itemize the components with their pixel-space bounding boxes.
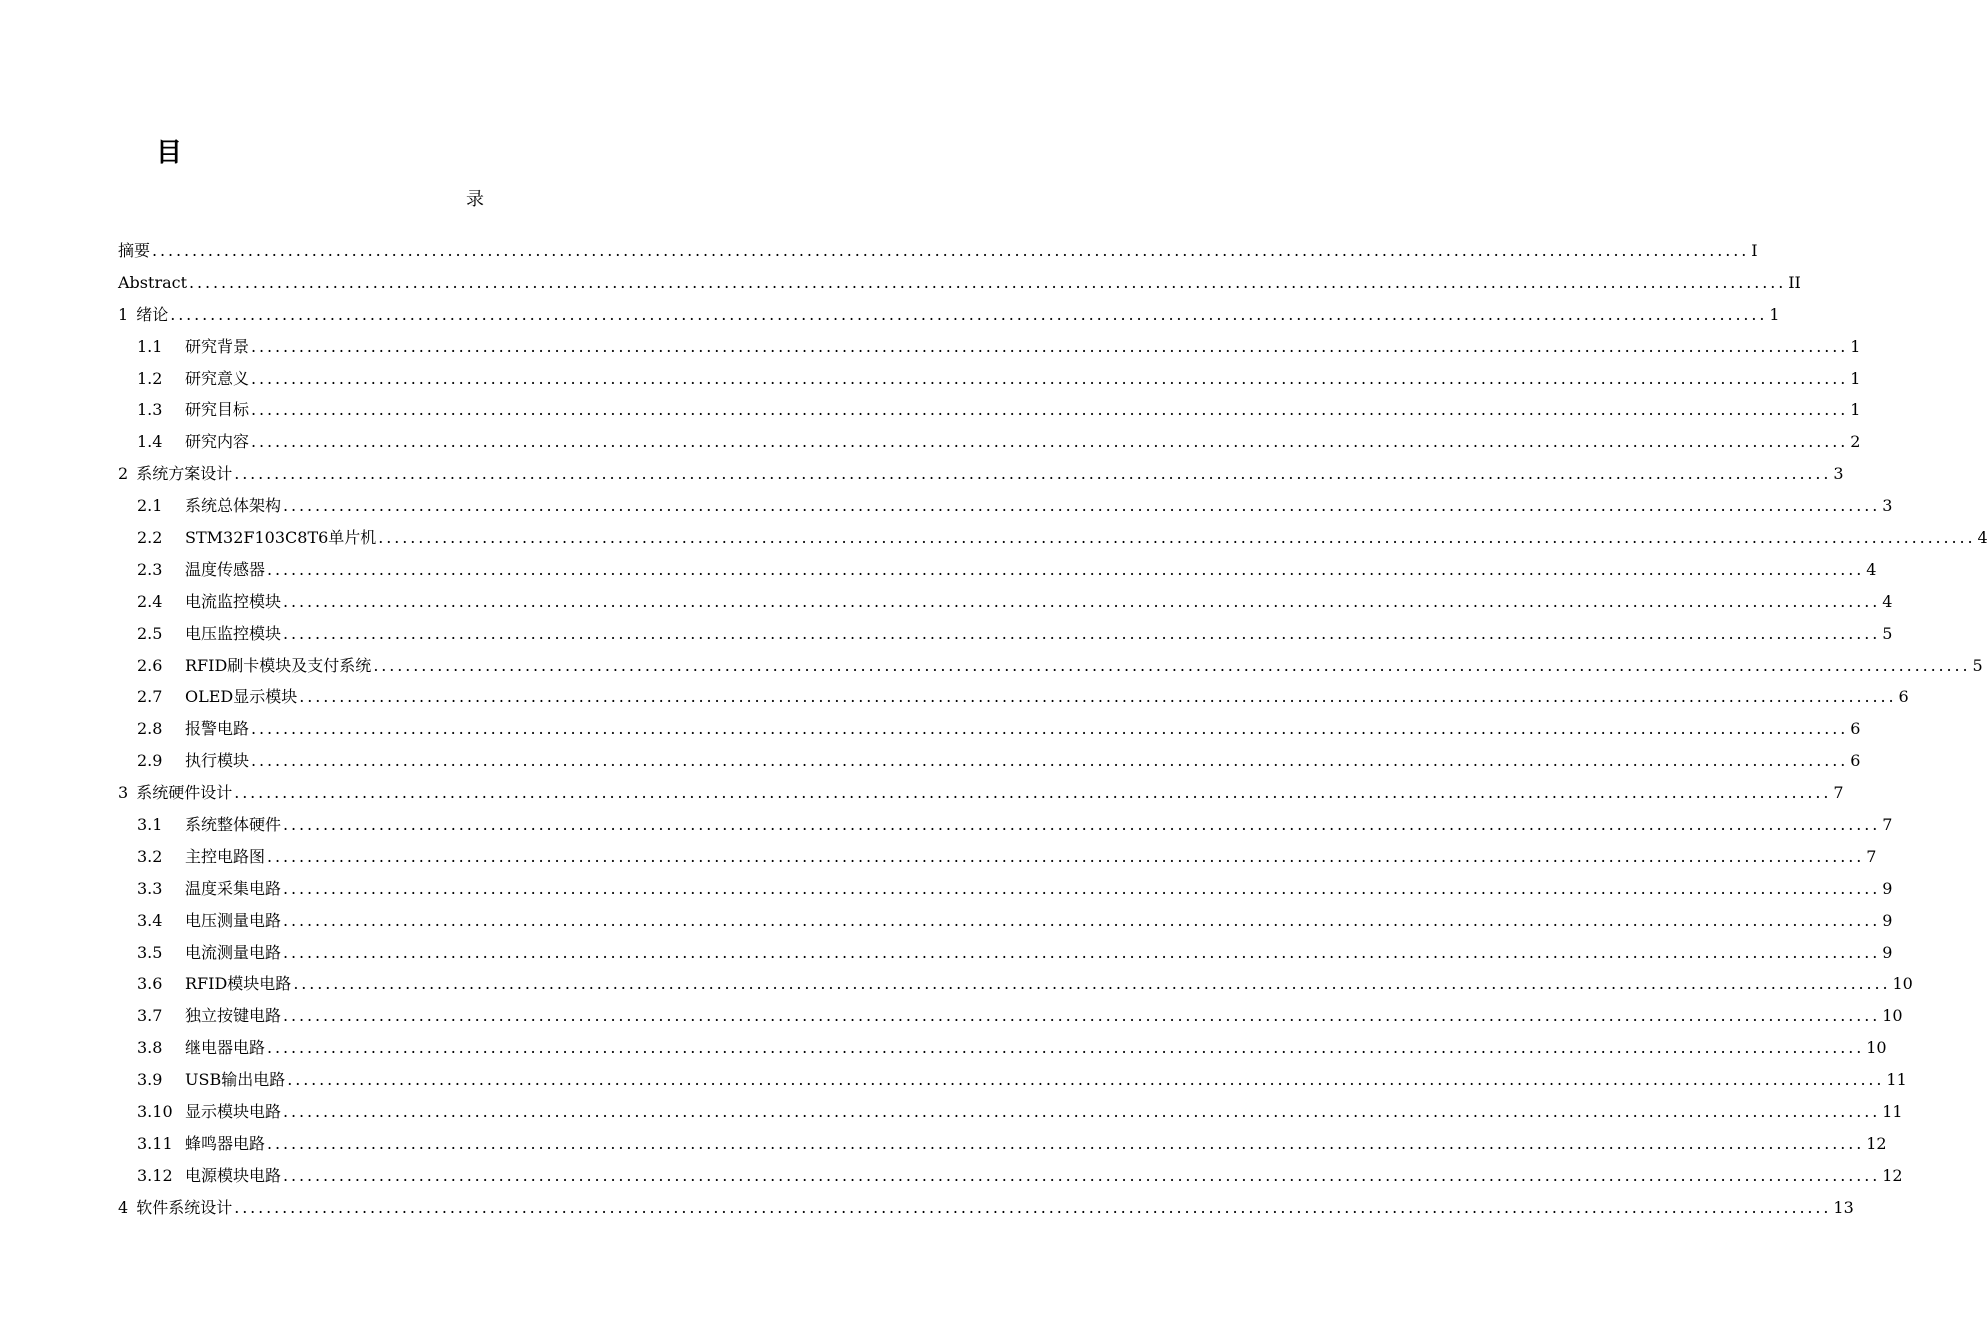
toc-entry-number: 1.2 [137,368,163,388]
toc-entry-label: 温度传感器 [185,559,266,579]
toc-entry-label: 蜂鸣器电路 [185,1133,266,1153]
toc-entry-number: 4 [118,1197,129,1217]
toc-entry-number: 3.7 [137,1006,163,1026]
toc-entry-label: 报警电路 [185,719,250,739]
toc-dot-leader: ........................................................................................................................................................................................................ [189,272,1787,292]
toc-dot-leader: ........................................................................................................................................................................................................ [378,528,1976,548]
toc-entry-number: 3.6 [137,974,163,994]
toc-entry-page-number: 13 [1833,1197,1854,1217]
toc-entry-number: 1.1 [137,336,163,356]
toc-entry-page-number: 11 [1886,1070,1907,1090]
toc-entry[interactable] [118,809,1893,841]
toc-entry-page-number: 11 [1882,1102,1903,1122]
toc-entry-number: 3.1 [137,815,163,835]
toc-entry[interactable] [118,1032,1887,1064]
toc-entry-number: 3.10 [137,1102,173,1122]
toc-entry-label: 研究意义 [185,368,250,388]
toc-entry-label: 继电器电路 [185,1038,266,1058]
toc-entry-page-number: 1 [1769,304,1780,324]
toc-entry-label: 系统总体架构 [185,496,282,516]
toc-entry[interactable] [118,490,1893,522]
toc-entry-number: 3.8 [137,1038,163,1058]
toc-entry-label: 温度采集电路 [185,878,282,898]
toc-entry-label: 摘要 [118,241,151,260]
toc-entry[interactable] [118,1192,1854,1224]
toc-entry[interactable] [118,1000,1903,1032]
toc-entry[interactable] [118,905,1893,937]
toc-entry-number: 3.12 [137,1165,173,1185]
toc-entry-page-number: 10 [1892,974,1913,994]
toc-entry-page-number: 5 [1882,623,1893,643]
toc-entry-number: 2.3 [137,559,163,579]
toc-dot-leader: ........................................................................................................................................................................................................ [267,1038,1865,1058]
toc-entry-number: 3.3 [137,878,163,898]
toc-entry-label: 系统整体硬件 [185,815,282,835]
toc-entry-label: 系统方案设计 [136,464,233,484]
toc-entry-number: 3.4 [137,910,163,930]
toc-entry-page-number: 3 [1882,496,1893,516]
toc-dot-leader: ........................................................................................................................................................................................................ [152,241,1750,260]
toc-dot-leader: ........................................................................................................................................................................................................ [234,464,1832,484]
toc-dot-leader: ........................................................................................................................................................................................................ [373,655,1971,675]
toc-dot-leader: ........................................................................................................................................................................................................ [283,496,1881,516]
toc-entry[interactable] [118,1064,1907,1096]
toc-dot-leader: ........................................................................................................................................................................................................ [251,432,1849,452]
toc-title-main: 目 [156,138,183,168]
toc-entry-number: 2.9 [137,751,163,771]
toc-entry-number: 1.3 [137,400,163,420]
toc-entry-page-number: 6 [1850,719,1861,739]
toc-entry-label: 研究背景 [185,336,250,356]
toc-entry-label: 电压监控模块 [185,623,282,643]
toc-dot-leader: ........................................................................................................................................................................................................ [283,1102,1881,1122]
toc-entry-page-number: 4 [1977,528,1988,548]
toc-dot-leader: ........................................................................................................................................................................................................ [283,1006,1881,1026]
toc-entry-page-number: 2 [1850,432,1861,452]
toc-entry-number: 1 [118,304,129,324]
toc-entry-page-number: 7 [1882,815,1893,835]
toc-entry-label: STM32F103C8T6单片机 [185,528,377,548]
toc-entry[interactable] [118,1160,1903,1192]
toc-dot-leader: ........................................................................................................................................................................................................ [283,878,1881,898]
toc-entry-number: 2.7 [137,687,163,707]
toc-entry-label: 研究目标 [185,400,250,420]
toc-entry[interactable] [118,841,1877,873]
toc-entry-number: 1.4 [137,432,163,452]
toc-entry[interactable] [118,745,1861,777]
toc-entry-number: 2.8 [137,719,163,739]
toc-entry[interactable] [118,363,1861,395]
toc-entry-label: RFID模块电路 [185,974,292,994]
toc-entry-page-number: 4 [1866,559,1877,579]
toc-entry-label: USB输出电路 [185,1070,286,1090]
toc-entry-page-number: 5 [1972,655,1983,675]
toc-entry-label: 软件系统设计 [136,1197,233,1217]
toc-dot-leader: ........................................................................................................................................................................................................ [170,304,1768,324]
toc-entry[interactable] [118,618,1893,650]
toc-entry-page-number: 7 [1833,783,1844,803]
toc-title-sub: 录 [466,189,484,210]
toc-entry[interactable] [118,331,1861,363]
toc-entry[interactable] [118,554,1877,586]
toc-dot-leader: ........................................................................................................................................................................................................ [283,815,1881,835]
toc-entry[interactable] [118,586,1893,618]
toc-entry-page-number: 9 [1882,910,1893,930]
toc-entry-label: 独立按键电路 [185,1006,282,1026]
toc-dot-leader: ........................................................................................................................................................................................................ [299,687,1897,707]
toc-dot-leader: ........................................................................................................................................................................................................ [251,719,1849,739]
toc-entry-page-number: 9 [1882,942,1893,962]
toc-entry-label: 电流监控模块 [185,591,282,611]
toc-entry-page-number: 10 [1882,1006,1903,1026]
toc-entry[interactable] [118,713,1861,745]
toc-entry[interactable] [118,681,1909,713]
toc-entry-label: Abstract [118,272,188,292]
toc-dot-leader: ........................................................................................................................................................................................................ [251,368,1849,388]
toc-dot-leader: ........................................................................................................................................................................................................ [251,336,1849,356]
toc-entry[interactable] [118,235,1758,267]
toc-entry-page-number: 12 [1866,1133,1887,1153]
toc-dot-leader: ........................................................................................................................................................................................................ [251,400,1849,420]
toc-entry-number: 3.9 [137,1070,163,1090]
toc-entry-number: 2.4 [137,591,163,611]
toc-entry-page-number: 1 [1850,368,1861,388]
toc-entry-number: 2 [118,464,129,484]
toc-entry-label: 绪论 [136,304,169,324]
toc-entry-page-number: 6 [1898,687,1909,707]
toc-entry-number: 2.1 [137,496,163,516]
toc-entry-page-number: I [1751,241,1758,260]
toc-entry[interactable] [118,873,1893,905]
toc-entry-number: 3 [118,783,129,803]
toc-entry-number: 3.2 [137,846,163,866]
toc-dot-leader: ........................................................................................................................................................................................................ [287,1070,1885,1090]
toc-entry-page-number: 3 [1833,464,1844,484]
table-of-contents [118,235,1988,1224]
toc-entry-label: 主控电路图 [185,846,266,866]
toc-entry-label: RFID刷卡模块及支付系统 [185,655,372,675]
toc-dot-leader: ........................................................................................................................................................................................................ [293,974,1891,994]
toc-entry[interactable] [118,1096,1903,1128]
toc-entry[interactable] [118,777,1844,809]
toc-entry-label: 电流测量电路 [185,942,282,962]
toc-entry-page-number: 7 [1866,846,1877,866]
toc-entry-page-number: 1 [1850,400,1861,420]
toc-entry-page-number: 6 [1850,751,1861,771]
toc-entry[interactable] [118,267,1801,299]
toc-entry[interactable] [118,1128,1887,1160]
toc-dot-leader: ........................................................................................................................................................................................................ [283,591,1881,611]
toc-entry-number: 3.5 [137,942,163,962]
toc-entry[interactable] [118,650,1983,682]
toc-entry-label: 电源模块电路 [185,1165,282,1185]
toc-entry[interactable] [118,299,1780,331]
toc-dot-leader: ........................................................................................................................................................................................................ [267,559,1865,579]
toc-dot-leader: ........................................................................................................................................................................................................ [267,1133,1865,1153]
toc-entry[interactable] [118,458,1844,490]
toc-dot-leader: ........................................................................................................................................................................................................ [251,751,1849,771]
toc-dot-leader: ........................................................................................................................................................................................................ [234,1197,1832,1217]
toc-dot-leader: ........................................................................................................................................................................................................ [283,1165,1881,1185]
toc-entry-page-number: 12 [1882,1165,1903,1185]
toc-entry-page-number: 10 [1866,1038,1887,1058]
toc-entry-number: 2.5 [137,623,163,643]
toc-entry-page-number: 1 [1850,336,1861,356]
toc-entry[interactable] [118,968,1913,1000]
toc-entry-number: 2.6 [137,655,163,675]
toc-entry-number: 3.11 [137,1133,173,1153]
toc-dot-leader: ........................................................................................................................................................................................................ [283,623,1881,643]
toc-entry-label: 研究内容 [185,432,250,452]
toc-entry-label: 电压测量电路 [185,910,282,930]
toc-entry-number: 2.2 [137,528,163,548]
toc-dot-leader: ........................................................................................................................................................................................................ [283,910,1881,930]
toc-entry-label: 系统硬件设计 [136,783,233,803]
toc-dot-leader: ........................................................................................................................................................................................................ [267,846,1865,866]
toc-entry-page-number: II [1788,272,1801,292]
toc-entry-label: OLED显示模块 [185,687,298,707]
toc-entry[interactable] [118,426,1861,458]
toc-entry-page-number: 9 [1882,878,1893,898]
toc-entry[interactable] [118,522,1988,554]
toc-entry[interactable] [118,394,1861,426]
toc-dot-leader: ........................................................................................................................................................................................................ [234,783,1832,803]
toc-entry[interactable] [118,937,1893,969]
toc-entry-label: 显示模块电路 [185,1102,282,1122]
toc-entry-page-number: 4 [1882,591,1893,611]
toc-dot-leader: ........................................................................................................................................................................................................ [283,942,1881,962]
toc-entry-label: 执行模块 [185,751,250,771]
